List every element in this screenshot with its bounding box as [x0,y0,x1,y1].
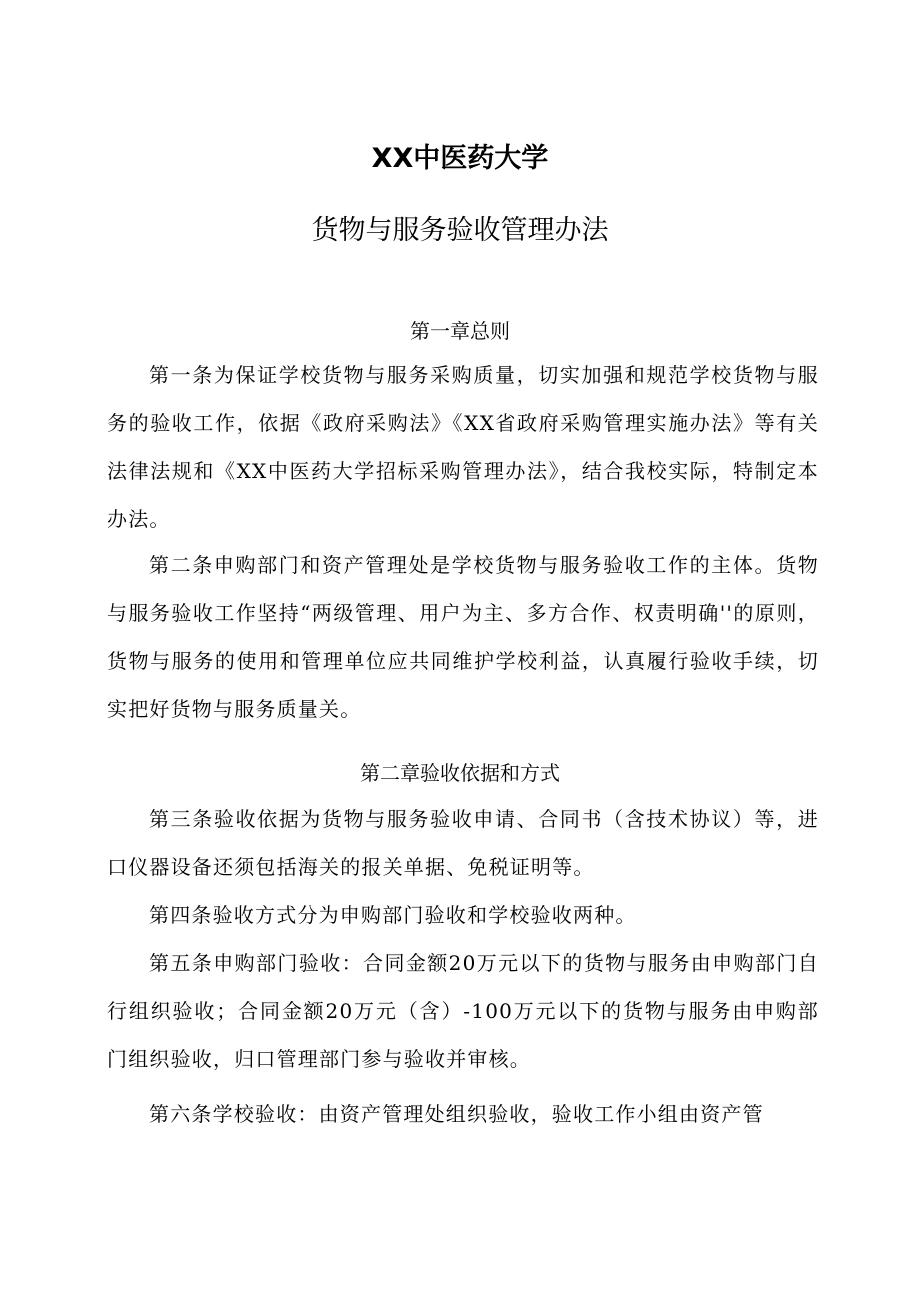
article-5: 第五条申购部门验收：合同金额20万元以下的货物与服务由申购部门自行组织验收；合同金额20万元（含）-100万元以下的货物与服务由申购部门组织验收，归口管理部门参与验收并审核。 [107,951,819,1071]
article-3: 第三条验收依据为货物与服务验收申请、合同书（含技术协议）等，进口仪器设备还须包括海关的报关单据、免税证明等。 [107,807,819,879]
article-6: 第六条学校验收：由资产管理处组织验收，验收工作小组由资产管 [149,1102,764,1126]
article-2: 第二条申购部门和资产管理处是学校货物与服务验收工作的主体。货物与服务验收工作坚持“两级管理、用户为主、多方合作、权责明确''的原则，货物与服务的使用和管理单位应共同维护学校利益，认真履行验收手续，切实把好货物与服务质量关。 [107,553,819,721]
article-4: 第四条验收方式分为申购部门验收和学校验收两种。 [149,903,637,927]
chapter-1-heading: 第一章总则 [410,319,510,343]
document-title-university: XX中医药大学 [371,143,549,174]
document-title-regulation: 货物与服务验收管理办法 [311,215,609,246]
chapter-2-heading: 第二章验收依据和方式 [360,761,560,785]
article-1: 第一条为保证学校货物与服务采购质量，切实加强和规范学校货物与服务的验收工作，依据《政府采购法》《XX省政府采购管理实施办法》等有关法律法规和《XX中医药大学招标采购管理办法》，结合我校实际，特制定本办法。 [107,363,819,531]
